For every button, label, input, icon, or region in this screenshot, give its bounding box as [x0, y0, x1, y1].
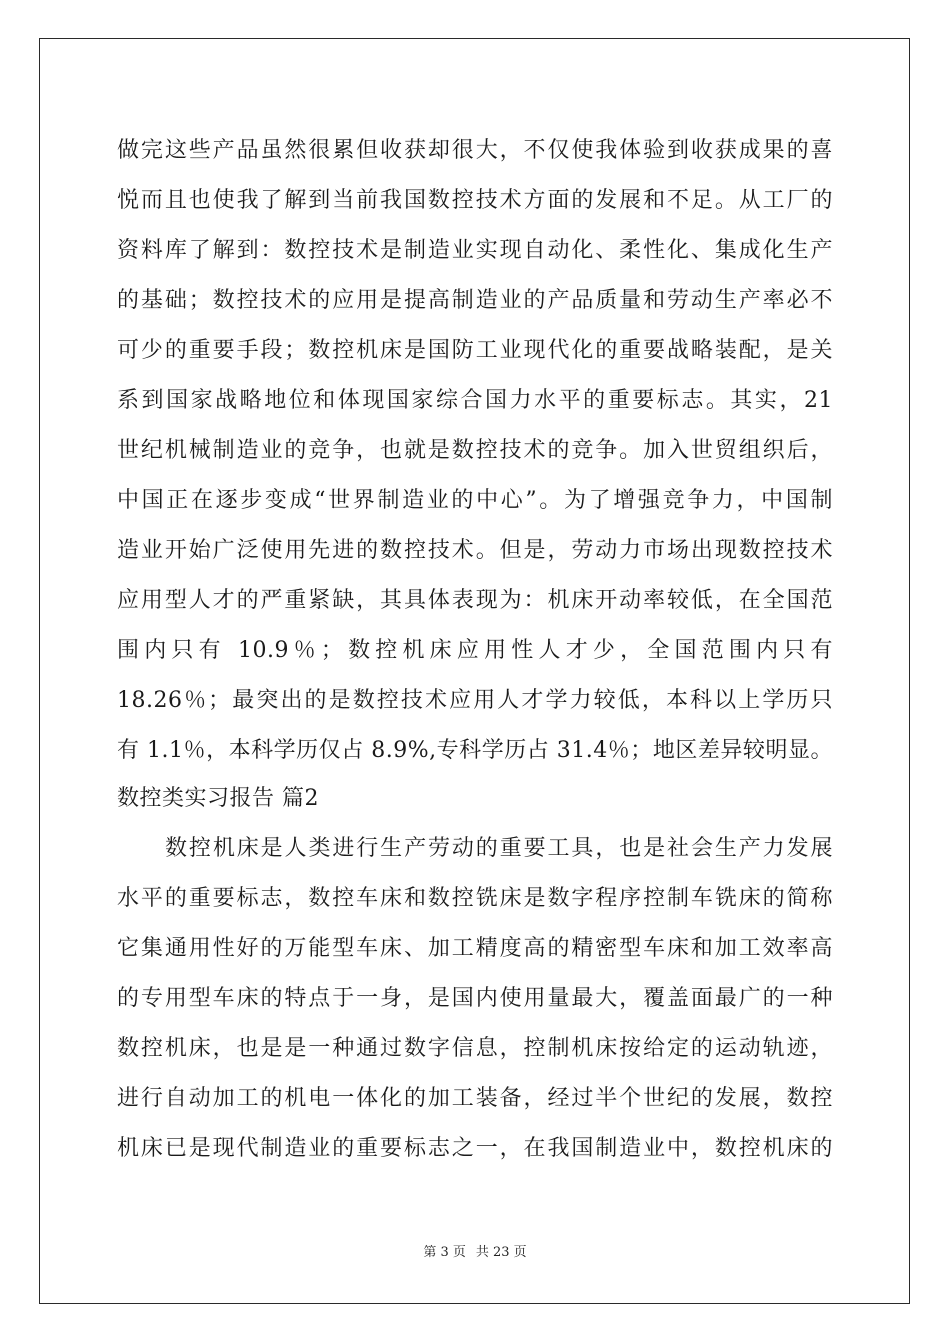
paragraph-1-line-11: 围内只有 10.9％；数控机床应用性人才少，全国范围内只有 [117, 638, 833, 663]
paragraph-2-line-6: 进行自动加工的机电一体化的加工装备，经过半个世纪的发展，数控 [117, 1086, 833, 1111]
page-footer [0, 1244, 950, 1262]
paragraph-1-line-8: 中国正在逐步变成“世界制造业的中心”。为了增强竞争力，中国制 [117, 488, 833, 513]
paragraph-1-line-3: 资料库了解到：数控技术是制造业实现自动化、柔性化、集成化生产 [117, 238, 833, 263]
page-number: 第 3 页 [423, 1245, 466, 1260]
paragraph-1-line-4: 的基础；数控技术的应用是提高制造业的产品质量和劳动生产率必不 [117, 288, 833, 313]
paragraph-2-line-3: 它集通用性好的万能型车床、加工精度高的精密型车床和加工效率高 [117, 936, 833, 961]
paragraph-2-line-1: 数控机床是人类进行生产劳动的重要工具，也是社会生产力发展 [165, 836, 833, 861]
paragraph-1-line-12: 18.26％；最突出的是数控技术应用人才学力较低，本科以上学历只 [117, 688, 833, 713]
paragraph-1-line-13: 有 1.1％，本科学历仅占 8.9%,专科学历占 31.4％；地区差异较明显。 [117, 738, 833, 763]
paragraph-1-line-5: 可少的重要手段；数控机床是国防工业现代化的重要战略装配，是关 [117, 338, 833, 363]
paragraph-2-line-2: 水平的重要标志，数控车床和数控铣床是数字程序控制车铣床的简称 [117, 886, 833, 911]
paragraph-1-line-10: 应用型人才的严重紧缺，其具体表现为：机床开动率较低，在全国范 [117, 588, 833, 613]
paragraph-2-line-5: 数控机床，也是是一种通过数字信息，控制机床按给定的运动轨迹， [117, 1036, 833, 1061]
paragraph-1-line-6: 系到国家战略地位和体现国家综合国力水平的重要标志。其实，21 [117, 388, 833, 413]
section-heading: 数控类实习报告 篇2 [117, 786, 319, 811]
total-pages: 共 23 页 [475, 1245, 527, 1260]
paragraph-1-line-7: 世纪机械制造业的竞争，也就是数控技术的竞争。加入世贸组织后， [117, 438, 833, 463]
paragraph-2-line-7: 机床已是现代制造业的重要标志之一，在我国制造业中，数控机床的 [117, 1136, 833, 1161]
paragraph-1-line-2: 悦而且也使我了解到当前我国数控技术方面的发展和不足。从工厂的 [117, 188, 833, 213]
paragraph-2-line-4: 的专用型车床的特点于一身，是国内使用量最大，覆盖面最广的一种 [117, 986, 833, 1011]
paragraph-1-line-1: 做完这些产品虽然很累但收获却很大，不仅使我体验到收获成果的喜 [117, 138, 833, 163]
page-border [39, 38, 910, 1304]
paragraph-1-line-9: 造业开始广泛使用先进的数控技术。但是，劳动力市场出现数控技术 [117, 538, 833, 563]
